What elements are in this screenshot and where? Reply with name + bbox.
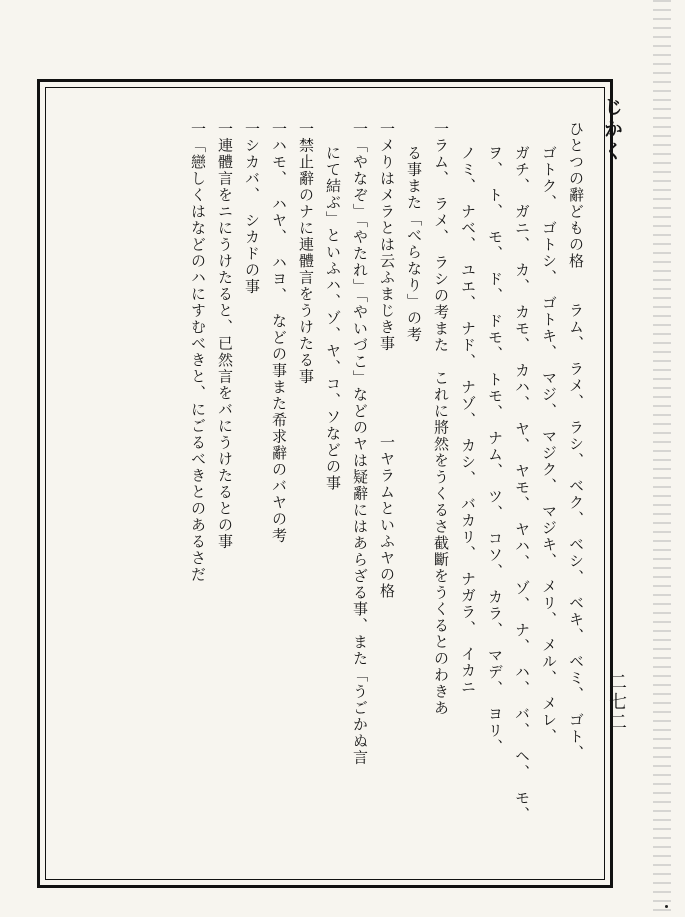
text-column-1: ひとつの辭どもの格 ラム、 ラメ、 ラシ、 ベク、 ベシ、 ベキ、 ベミ、 ゴト、 [567, 121, 585, 762]
text-column-13: 一シカバ、 シカドの事 [243, 121, 261, 295]
text-column-5: ノミ、 ナベ、 ユエ、 ナド、 ナゾ、 カシ、 バカリ、 ナガラ、 イカニ [459, 145, 477, 696]
text-column-10: にて結ぶ」といふハ、ゾ、ヤ、コ、ソなどの事 [324, 145, 342, 492]
ink-speck [665, 905, 668, 908]
page-number: 二七二 [606, 672, 627, 732]
text-column-14: 一連體言をニにうけたると、已然言をバにうけたるとの事 [216, 121, 234, 550]
text-column-4: ヲ、 ト、 モ、 ド、 ドモ、 トモ、 ナム、 ツ、 コソ、 カラ、 マデ、 ヨリ、 [486, 145, 504, 756]
text-column-15: 一「戀しくはなどのハにすむべきと、にごるべきとのあるさだ [189, 121, 207, 583]
text-column-11: 一禁止辭のナに連體言をうけたる事 [297, 121, 315, 385]
running-head: じかく [601, 97, 623, 163]
text-column-6: 一ラム、 ラメ、 ラシの考また これに將然をうくるさ截斷をうくるとのわきあ [432, 121, 450, 717]
text-column-8: 一メりはメラとは云ふまじき事 一ヤラムといふヤの格 [378, 121, 396, 600]
text-column-7: る事また「べらなり」の考 [405, 145, 423, 343]
text-column-12: 一ハモ、 ハヤ、 ハヨ、 などの事また希求辭のバヤの考 [270, 121, 288, 544]
text-column-9: 一「やなぞ」「やたれ」「やいづこ」などのヤは疑辭にはあらざる事、また「うごかぬ言 [351, 121, 369, 766]
text-column-3: ガチ、 ガニ、 カ、 カモ、 カハ、 ヤ、 ヤモ、 ヤハ、 ゾ、 ナ、 ハ、 バ、 ヘ、 モ、 [513, 145, 531, 823]
text-column-2: ゴトク、 ゴトシ、 ゴトキ、 マジ、 マジク、 マジキ、 メリ、 メル、 メレ、 [540, 145, 558, 745]
binding-edge [653, 0, 671, 917]
